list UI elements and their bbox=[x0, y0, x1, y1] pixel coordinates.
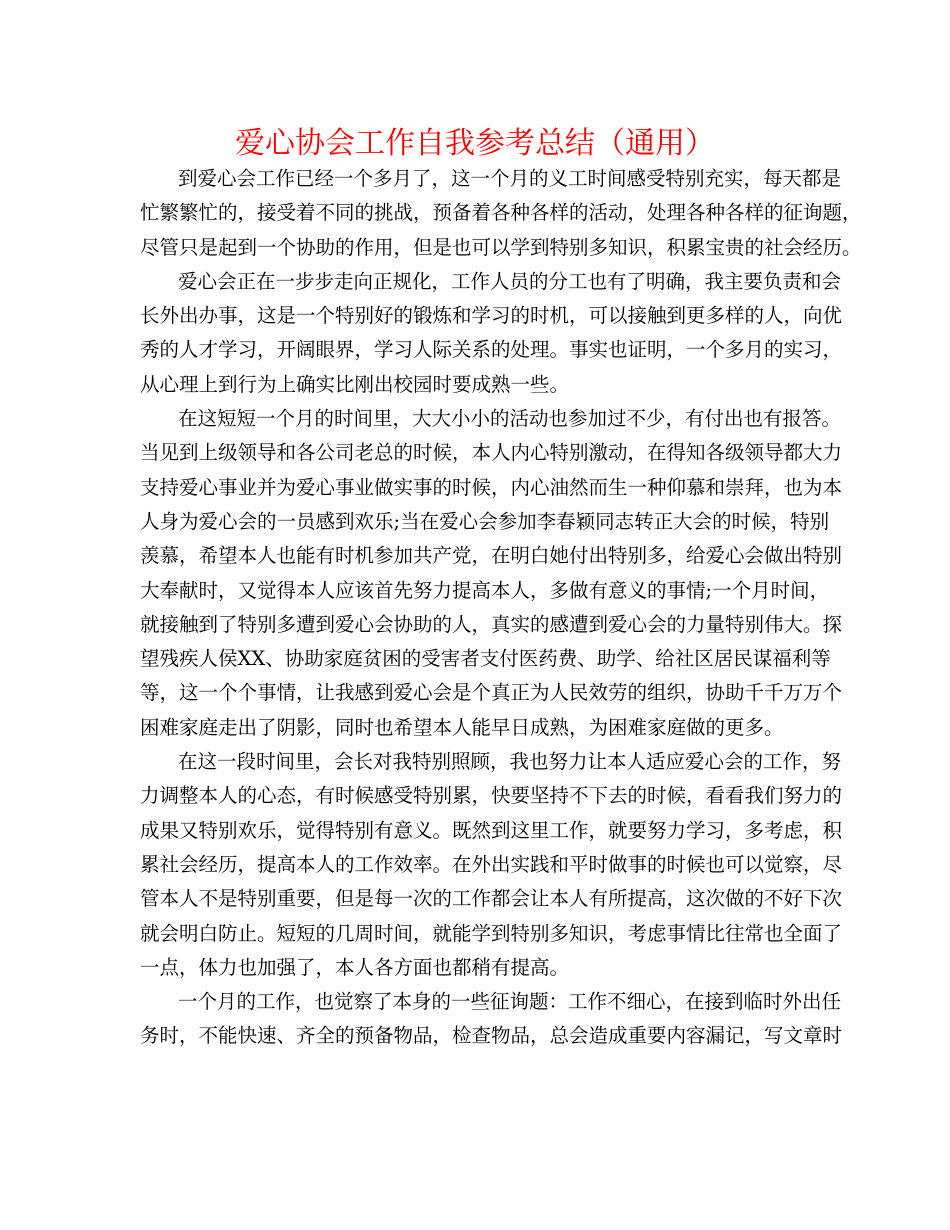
paragraph-3-line-7: 就接触到了特别多遭到爱心会协助的人，真实的感遭到爱心会的力量特别伟大。探 bbox=[140, 612, 843, 636]
paragraph-5-line-2: 务时，不能快速、齐全的预备物品，检查物品，总会造成重要内容漏记，写文章时 bbox=[140, 1024, 843, 1048]
paragraph-5-line-1: 一个月的工作，也觉察了本身的一些征询题：工作不细心，在接到临时外出任 bbox=[178, 990, 842, 1014]
paragraph-1-line-1: 到爱心会工作已经一个多月了，这一个月的义工时间感受特别充实，每天都是 bbox=[178, 167, 842, 190]
document-title: 爱心协会工作自我参考总结（通用） bbox=[235, 126, 715, 161]
paragraph-3-line-10: 困难家庭走出了阴影，同时也希望本人能早日成熟，为困难家庭做的更多。 bbox=[140, 715, 784, 739]
paragraph-3-line-6: 大奉献时，又觉得本人应该首先努力提高本人，多做有意义的事情;一个月时间， bbox=[140, 578, 830, 602]
paragraph-4-line-1: 在这一段时间里，会长对我特别照顾，我也努力让本人适应爱心会的工作，努 bbox=[178, 750, 842, 774]
paragraph-3-line-3: 支持爱心事业并为爱心事业做实事的时候，内心油然而生一种仰慕和崇拜，也为本 bbox=[140, 475, 843, 499]
paragraph-4-line-6: 就会明白防止。短短的几周时间，就能学到特别多知识，考虑事情比往常也全面了 bbox=[140, 921, 843, 945]
paragraph-4-line-2: 力调整本人的心态，有时候感受特别累，快要坚持不下去的时候，看看我们努力的 bbox=[140, 784, 843, 808]
paragraph-3-line-8: 望残疾人侯XX、协助家庭贫困的受害者支付医药费、助学、给社区居民谋福利等 bbox=[140, 647, 831, 671]
paragraph-2-line-1: 爱心会正在一步步走向正规化，工作人员的分工也有了明确，我主要负责和会 bbox=[178, 269, 842, 293]
paragraph-2-line-2: 长外出办事，这是一个特别好的锻炼和学习的时机，可以接触到更多样的人，向优 bbox=[140, 304, 843, 328]
paragraph-4-line-5: 管本人不是特别重要，但是每一次的工作都会让本人有所提高，这次做的不好下次 bbox=[140, 887, 843, 911]
paragraph-3-line-9: 等，这一个个事情，让我感到爱心会是个真正为人民效劳的组织，协助千千万万个 bbox=[140, 681, 843, 705]
paragraph-4-line-7: 一点，体力也加强了，本人各方面也都稍有提高。 bbox=[140, 955, 570, 979]
paragraph-1-line-2: 忙繁繁忙的，接受着不同的挑战，预备着各种各样的活动，处理各种各样的征询题， bbox=[140, 201, 862, 225]
paragraph-2-line-3: 秀的人才学习，开阔眼界，学习人际关系的处理。事实也证明，一个多月的实习， bbox=[140, 338, 843, 362]
paragraph-1-line-3: 尽管只是起到一个协助的作用，但是也可以学到特别多知识，积累宝贵的社会经历。 bbox=[140, 235, 862, 259]
paragraph-3-line-2: 当见到上级领导和各公司老总的时候，本人内心特别激动，在得知各级领导都大力 bbox=[140, 441, 843, 465]
paragraph-4-line-4: 累社会经历，提高本人的工作效率。在外出实践和平时做事的时候也可以觉察，尽 bbox=[140, 852, 843, 876]
document-body bbox=[140, 162, 862, 1054]
paragraph-4-line-3: 成果又特别欢乐，觉得特别有意义。既然到这里工作，就要努力学习，多考虑，积 bbox=[140, 818, 843, 842]
paragraph-3-line-4: 人身为爱心会的一员感到欢乐;当在爱心会参加李春颖同志转正大会的时候，特别 bbox=[140, 509, 830, 533]
paragraph-3-line-1: 在这短短一个月的时间里，大大小小的活动也参加过不少，有付出也有报答。 bbox=[178, 407, 842, 431]
paragraph-2-line-4: 从心理上到行为上确实比刚出校园时要成熟一些。 bbox=[140, 372, 570, 396]
paragraph-3-line-5: 羡慕，希望本人也能有时机参加共产党，在明白她付出特别多，给爱心会做出特别 bbox=[140, 544, 843, 568]
